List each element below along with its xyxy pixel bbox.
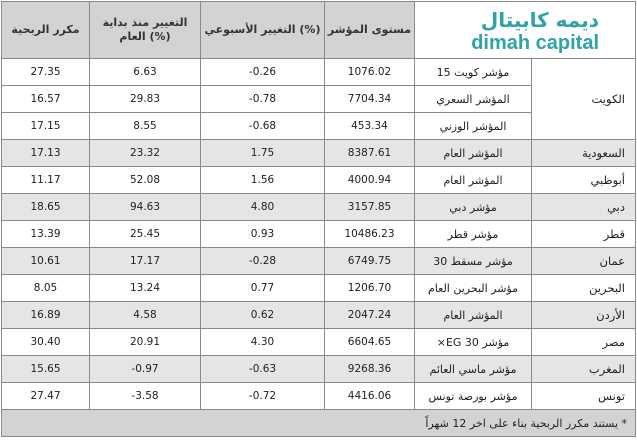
pe-cell: 10.61 [2, 248, 90, 275]
header-index-level: مستوى المؤشر [325, 2, 415, 59]
country-cell: أبوظبي [532, 167, 636, 194]
country-cell: دبي [532, 194, 636, 221]
country-cell: السعودية [532, 140, 636, 167]
table-header-row [2, 2, 636, 59]
ytd-cell: -0.97 [90, 356, 201, 383]
pe-cell: 17.13 [2, 140, 90, 167]
country-cell: الأردن [532, 302, 636, 329]
pe-cell: 16.57 [2, 86, 90, 113]
index-name-cell: المؤشر العام [415, 140, 532, 167]
table-row [2, 167, 636, 194]
index-name-cell: مؤشر قطر [415, 221, 532, 248]
level-cell: 6749.75 [325, 248, 415, 275]
table-row [2, 194, 636, 221]
weekly-cell: 0.77 [201, 275, 325, 302]
country-cell: قطر [532, 221, 636, 248]
ytd-cell: 23.32 [90, 140, 201, 167]
pe-cell: 8.05 [2, 275, 90, 302]
index-name-cell: مؤشر مسقط 30 [415, 248, 532, 275]
level-cell: 453.34 [325, 113, 415, 140]
weekly-cell: 1.75 [201, 140, 325, 167]
index-name-cell: مؤشر EG 30× [415, 329, 532, 356]
weekly-cell: 0.62 [201, 302, 325, 329]
table-row [2, 221, 636, 248]
index-name-cell: مؤشر البحرين العام [415, 275, 532, 302]
ytd-cell: 52.08 [90, 167, 201, 194]
ytd-cell: 4.58 [90, 302, 201, 329]
weekly-cell: -0.28 [201, 248, 325, 275]
weekly-cell: 1.56 [201, 167, 325, 194]
table-row [2, 302, 636, 329]
country-cell: الكويت [532, 59, 636, 140]
level-cell: 9268.36 [325, 356, 415, 383]
index-name-cell: المؤشر الوزني [415, 113, 532, 140]
level-cell: 1206.70 [325, 275, 415, 302]
pe-cell: 27.35 [2, 59, 90, 86]
index-name-cell: مؤشر ماسي العائم [415, 356, 532, 383]
ytd-cell: -3.58 [90, 383, 201, 410]
country-cell: مصر [532, 329, 636, 356]
country-cell: تونس [532, 383, 636, 410]
level-cell: 3157.85 [325, 194, 415, 221]
level-cell: 2047.24 [325, 302, 415, 329]
table-row [2, 329, 636, 356]
pe-cell: 13.39 [2, 221, 90, 248]
header-ytd-change: التغيير منذ بداية العام (%) [90, 2, 201, 59]
table-row [2, 383, 636, 410]
level-cell: 10486.23 [325, 221, 415, 248]
pe-cell: 11.17 [2, 167, 90, 194]
index-name-cell: المؤشر العام [415, 167, 532, 194]
level-cell: 8387.61 [325, 140, 415, 167]
pe-cell: 16.89 [2, 302, 90, 329]
index-name-cell: مؤشر كويت 15 [415, 59, 532, 86]
pe-cell: 30.40 [2, 329, 90, 356]
country-cell: عمان [532, 248, 636, 275]
index-name-cell: المؤشر السعري [415, 86, 532, 113]
weekly-cell: -0.68 [201, 113, 325, 140]
footnote-row [2, 410, 636, 437]
dimah-capital-logo [415, 2, 636, 59]
market-indices-table [1, 1, 636, 437]
ytd-cell: 6.63 [90, 59, 201, 86]
level-cell: 6604.65 [325, 329, 415, 356]
ytd-cell: 20.91 [90, 329, 201, 356]
ytd-cell: 94.63 [90, 194, 201, 221]
table-row [2, 248, 636, 275]
weekly-cell: 0.93 [201, 221, 325, 248]
header-pe-ratio: مكرر الربحية [2, 2, 90, 59]
weekly-cell: 4.30 [201, 329, 325, 356]
logo-english-text: dimah capital [471, 32, 599, 54]
pe-cell: 27.47 [2, 383, 90, 410]
logo-arabic-text: ديمه كابيتال [480, 8, 599, 32]
pe-cell: 17.15 [2, 113, 90, 140]
ytd-cell: 17.17 [90, 248, 201, 275]
level-cell: 4416.06 [325, 383, 415, 410]
country-cell: البحرين [532, 275, 636, 302]
table-row [2, 59, 636, 86]
ytd-cell: 8.55 [90, 113, 201, 140]
index-name-cell: مؤشر بورصة تونس [415, 383, 532, 410]
level-cell: 4000.94 [325, 167, 415, 194]
table-row [2, 140, 636, 167]
ytd-cell: 25.45 [90, 221, 201, 248]
index-name-cell: المؤشر العام [415, 302, 532, 329]
weekly-cell: -0.63 [201, 356, 325, 383]
weekly-cell: -0.26 [201, 59, 325, 86]
weekly-cell: 4.80 [201, 194, 325, 221]
weekly-cell: -0.78 [201, 86, 325, 113]
table-row [2, 275, 636, 302]
ytd-cell: 13.24 [90, 275, 201, 302]
level-cell: 7704.34 [325, 86, 415, 113]
level-cell: 1076.02 [325, 59, 415, 86]
pe-cell: 15.65 [2, 356, 90, 383]
pe-cell: 18.65 [2, 194, 90, 221]
table-row [2, 356, 636, 383]
ytd-cell: 29.83 [90, 86, 201, 113]
weekly-cell: -0.72 [201, 383, 325, 410]
header-weekly-change: التغيير الأسبوعي (%) [201, 2, 325, 59]
index-name-cell: مؤشر دبي [415, 194, 532, 221]
footnote-text: * يستند مكرر الربحية بناء على اخر 12 شهراً [2, 410, 636, 437]
country-cell: المغرب [532, 356, 636, 383]
